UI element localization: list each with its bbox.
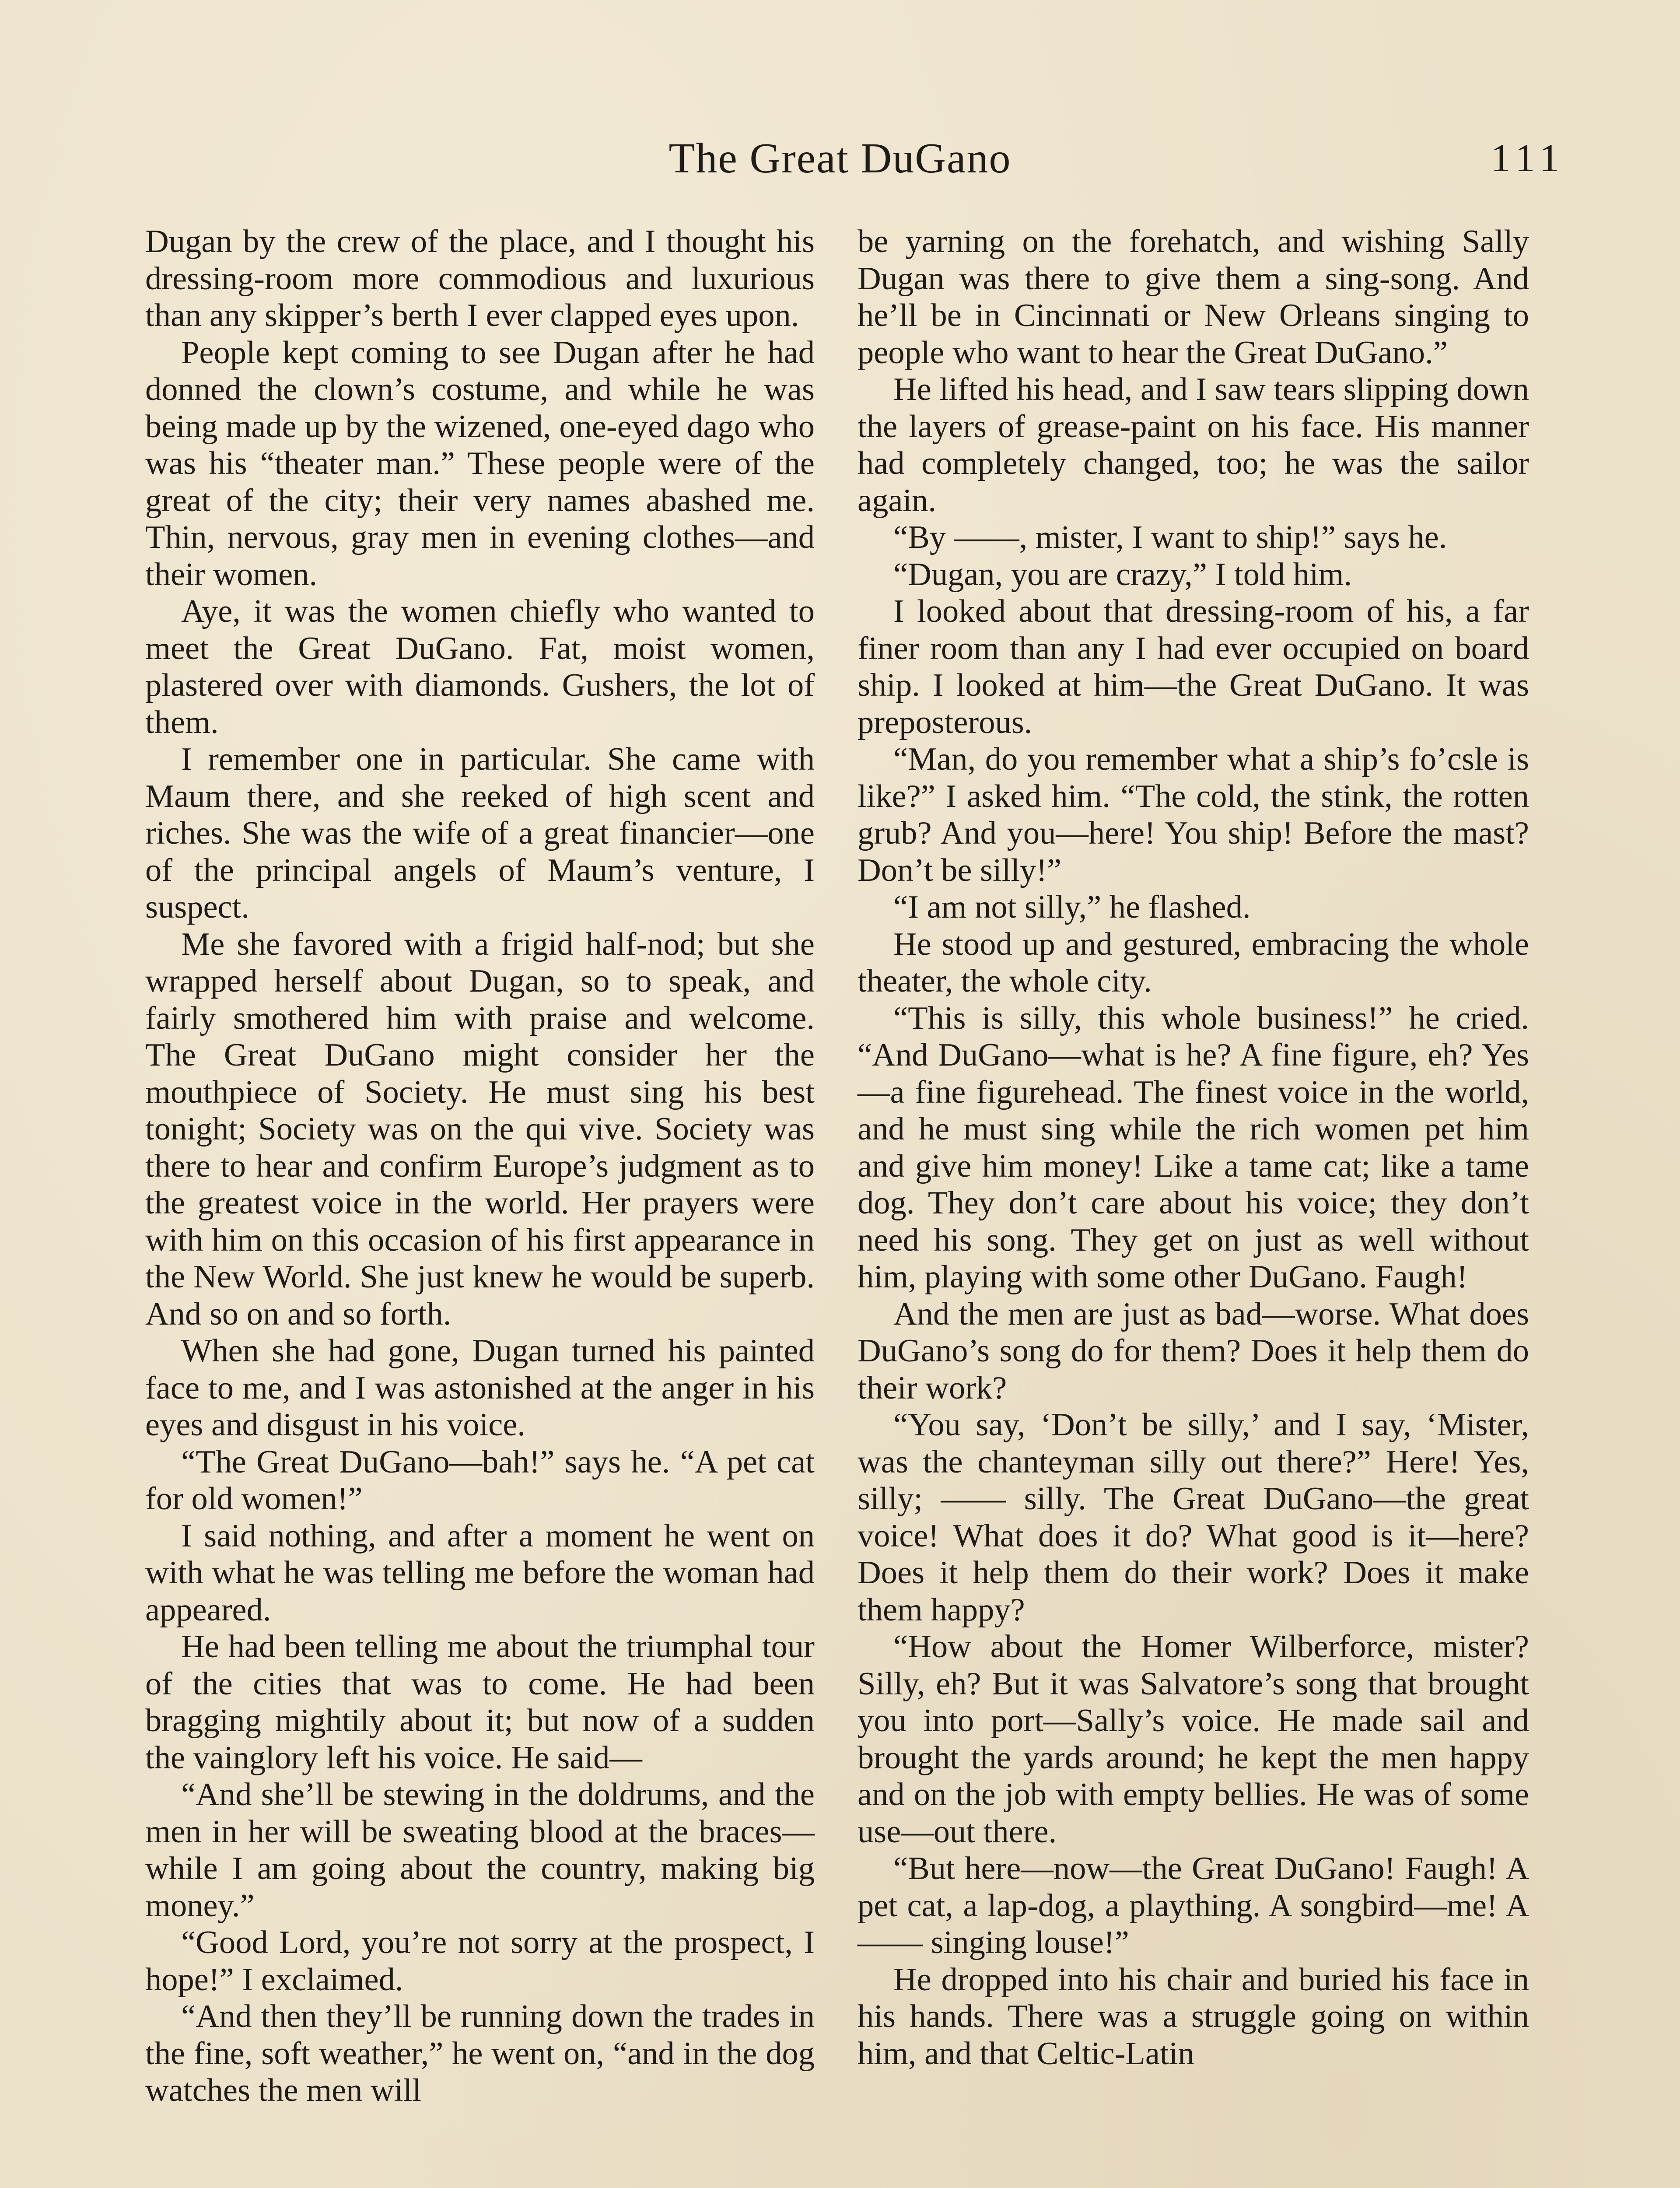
- right-column: [858, 223, 1529, 2072]
- paragraph: Dugan by the crew of the place, and I thought his dressing-room more commodious and luxurious than any skipper’s berth I ever clapped eyes upon.: [145, 224, 815, 333]
- paragraph: He dropped into his chair and buried his face in his hands. There was a struggle going on within him, and that Celtic-Latin: [858, 1961, 1529, 2072]
- paragraph: He lifted his head, and I saw tears slipping down the layers of grease-paint on his face. His manner had completely changed, too; he was the sailor again.: [858, 372, 1529, 519]
- paragraph: He stood up and gestured, embracing the whole theater, the whole city.: [858, 926, 1529, 999]
- paragraph: “And then they’ll be running down the trades in the fine, soft weather,” he went on, “and in the dog watches the men will: [145, 1999, 815, 2108]
- paragraph: “Man, do you remember what a ship’s fo’csle is like?” I asked him. “The cold, the stink, the rotten grub? And you—here! You ship! Before the mast? Don’t be silly!”: [858, 741, 1529, 888]
- paragraph: And the men are just as bad—worse. What does DuGano’s song do for them? Does it help them do their work?: [858, 1296, 1529, 1406]
- paragraph: “You say, ‘Don’t be silly,’ and I say, ‘Mister, was the chanteyman silly out there?” Here! Yes, silly; —— silly. The Great DuGano—the great voice! What does it do? What good is it—here? Does it help them do their work? Does it make them happy?: [858, 1407, 1529, 1628]
- paragraph: “I am not silly,” he flashed.: [893, 889, 1251, 925]
- paragraph: “And she’ll be stewing in the doldrums, and the men in her will be sweating blood at the braces—while I am going about the country, making big money.”: [145, 1777, 815, 1924]
- paragraph: “The Great DuGano—bah!” says he. “A pet cat for old women!”: [145, 1444, 815, 1517]
- page-header: [0, 128, 1680, 189]
- page-number: 111: [1491, 137, 1565, 180]
- paragraph: be yarning on the forehatch, and wishing Sally Dugan was there to give them a sing-song. And he’ll be in Cincinnati or New Orleans singing to people who want to hear the Great DuGano.”: [858, 224, 1529, 371]
- left-column: [145, 223, 815, 2109]
- paragraph: I said nothing, and after a moment he went on with what he was telling me before the woman had appeared.: [145, 1518, 815, 1628]
- running-title: The Great DuGano: [668, 135, 1012, 182]
- paragraph: Aye, it was the women chiefly who wanted to meet the Great DuGano. Fat, moist women, plastered over with diamonds. Gushers, the lot of them.: [145, 593, 815, 740]
- paragraph: “By ——, mister, I want to ship!” says he.: [893, 519, 1447, 555]
- paragraph: “Dugan, you are crazy,” I told him.: [893, 556, 1352, 593]
- paragraph: I remember one in particular. She came with Maum there, and she reeked of high scent and riches. She was the wife of a great financier—one of the principal angels of Maum’s venture, I suspect.: [145, 741, 815, 925]
- paragraph: “Good Lord, you’re not sorry at the prospect, I hope!” I exclaimed.: [145, 1925, 815, 1998]
- paragraph: I looked about that dressing-room of his, a far finer room than any I had ever occupied on board ship. I looked at him—the Great DuGano. It was preposterous.: [858, 593, 1529, 740]
- paragraph: When she had gone, Dugan turned his painted face to me, and I was astonished at the anger in his eyes and disgust in his voice.: [145, 1333, 815, 1443]
- paragraph: He had been telling me about the triumphal tour of the cities that was to come. He had been bragging mightily about it; but now of a sudden the vainglory left his voice. He said—: [145, 1629, 815, 1776]
- paragraph: “But here—now—the Great DuGano! Faugh! A pet cat, a lap-dog, a plaything. A songbird—me! A —— singing louse!”: [858, 1851, 1529, 1960]
- paragraph: Me she favored with a frigid half-nod; but she wrapped herself about Dugan, so to speak, and fairly smothered him with praise and welcome. The Great DuGano might consider her the mouthpiece of Society. He must sing his best tonight; Society was on the qui vive. Society was there to hear and confirm Europe’s judgment as to the greatest voice in the world. Her prayers were with him on this occasion of his first appearance in the New World. She just knew he would be superb. And so on and so forth.: [145, 926, 815, 1332]
- paragraph: People kept coming to see Dugan after he had donned the clown’s costume, and while he was being made up by the wizened, one-eyed dago who was his “theater man.” These people were of the great of the city; their very names abashed me. Thin, nervous, gray men in evening clothes—and their women.: [145, 334, 815, 593]
- paragraph: “This is silly, this whole business!” he cried. “And DuGano—what is he? A fine figure, eh? Yes—a fine figurehead. The finest voice in the world, and he must sing while the rich women pet him and give him money! Like a tame cat; like a tame dog. They don’t care about his voice; they don’t need his song. They get on just as well without him, playing with some other DuGano. Faugh!: [858, 1000, 1529, 1295]
- paragraph: “How about the Homer Wilberforce, mister? Silly, eh? But it was Salvatore’s song that brought you into port—Sally’s voice. He made sail and brought the yards around; he kept the men happy and on the job with empty bellies. He was of some use—out there.: [858, 1629, 1529, 1850]
